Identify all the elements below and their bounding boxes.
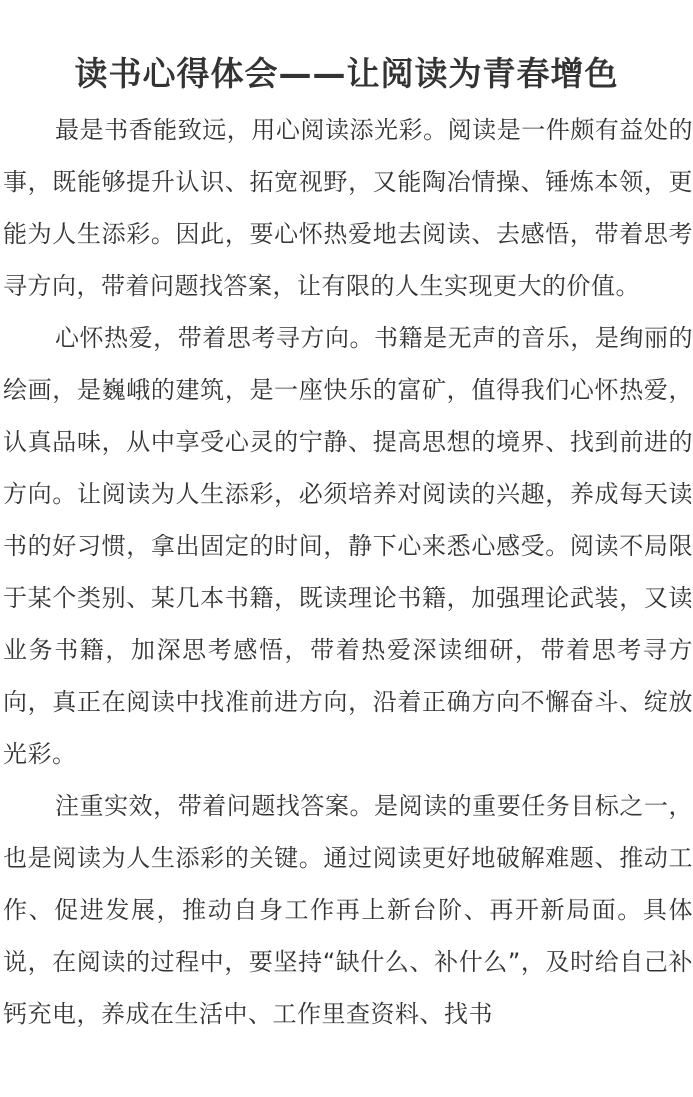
paragraph-intro: 最是书香能致远，用心阅读添光彩。阅读是一件颇有益处的事，既能够提升认识、拓宽视野，又能陶冶情操、锤炼本领，更能为人生添彩。因此，要心怀热爱地去阅读、去感悟，带着思考寻方向，带着问题找答案，让有限的人生实现更大的价值。 bbox=[3, 116, 693, 300]
paragraph-practical-results: 注重实效，带着问题找答案。是阅读的重要任务目标之一，也是阅读为人生添彩的关键。通过阅读更好地破解难题、推动工作、促进发展，推动自身工作再上新台阶、再开新局面。具体说，在阅读的过程中，要坚持“缺什么、补什么”，及时给自己补钙充电，养成在生活中、工作里查资料、找书 bbox=[3, 792, 693, 1028]
article-body bbox=[3, 104, 693, 1040]
article-title: 读书心得体会——让阅读为青春增色 bbox=[74, 54, 619, 94]
paragraph-passion-direction: 心怀热爱，带着思考寻方向。书籍是无声的音乐，是绚丽的绘画，是巍峨的建筑，是一座快乐的富矿，值得我们心怀热爱，认真品味，从中享受心灵的宁静、提高思想的境界、找到前进的方向。让阅读为人生添彩，必须培养对阅读的兴趣，养成每天读书的好习惯，拿出固定的时间，静下心来悉心感受。阅读不局限于某个类别、某几本书籍，既读理论书籍，加强理论武装，又读业务书籍，加深思考感悟，带着热爱深读细研，带着思考寻方向，真正在阅读中找准前进方向，沿着正确方向不懈奋斗、绽放光彩。 bbox=[3, 324, 693, 768]
